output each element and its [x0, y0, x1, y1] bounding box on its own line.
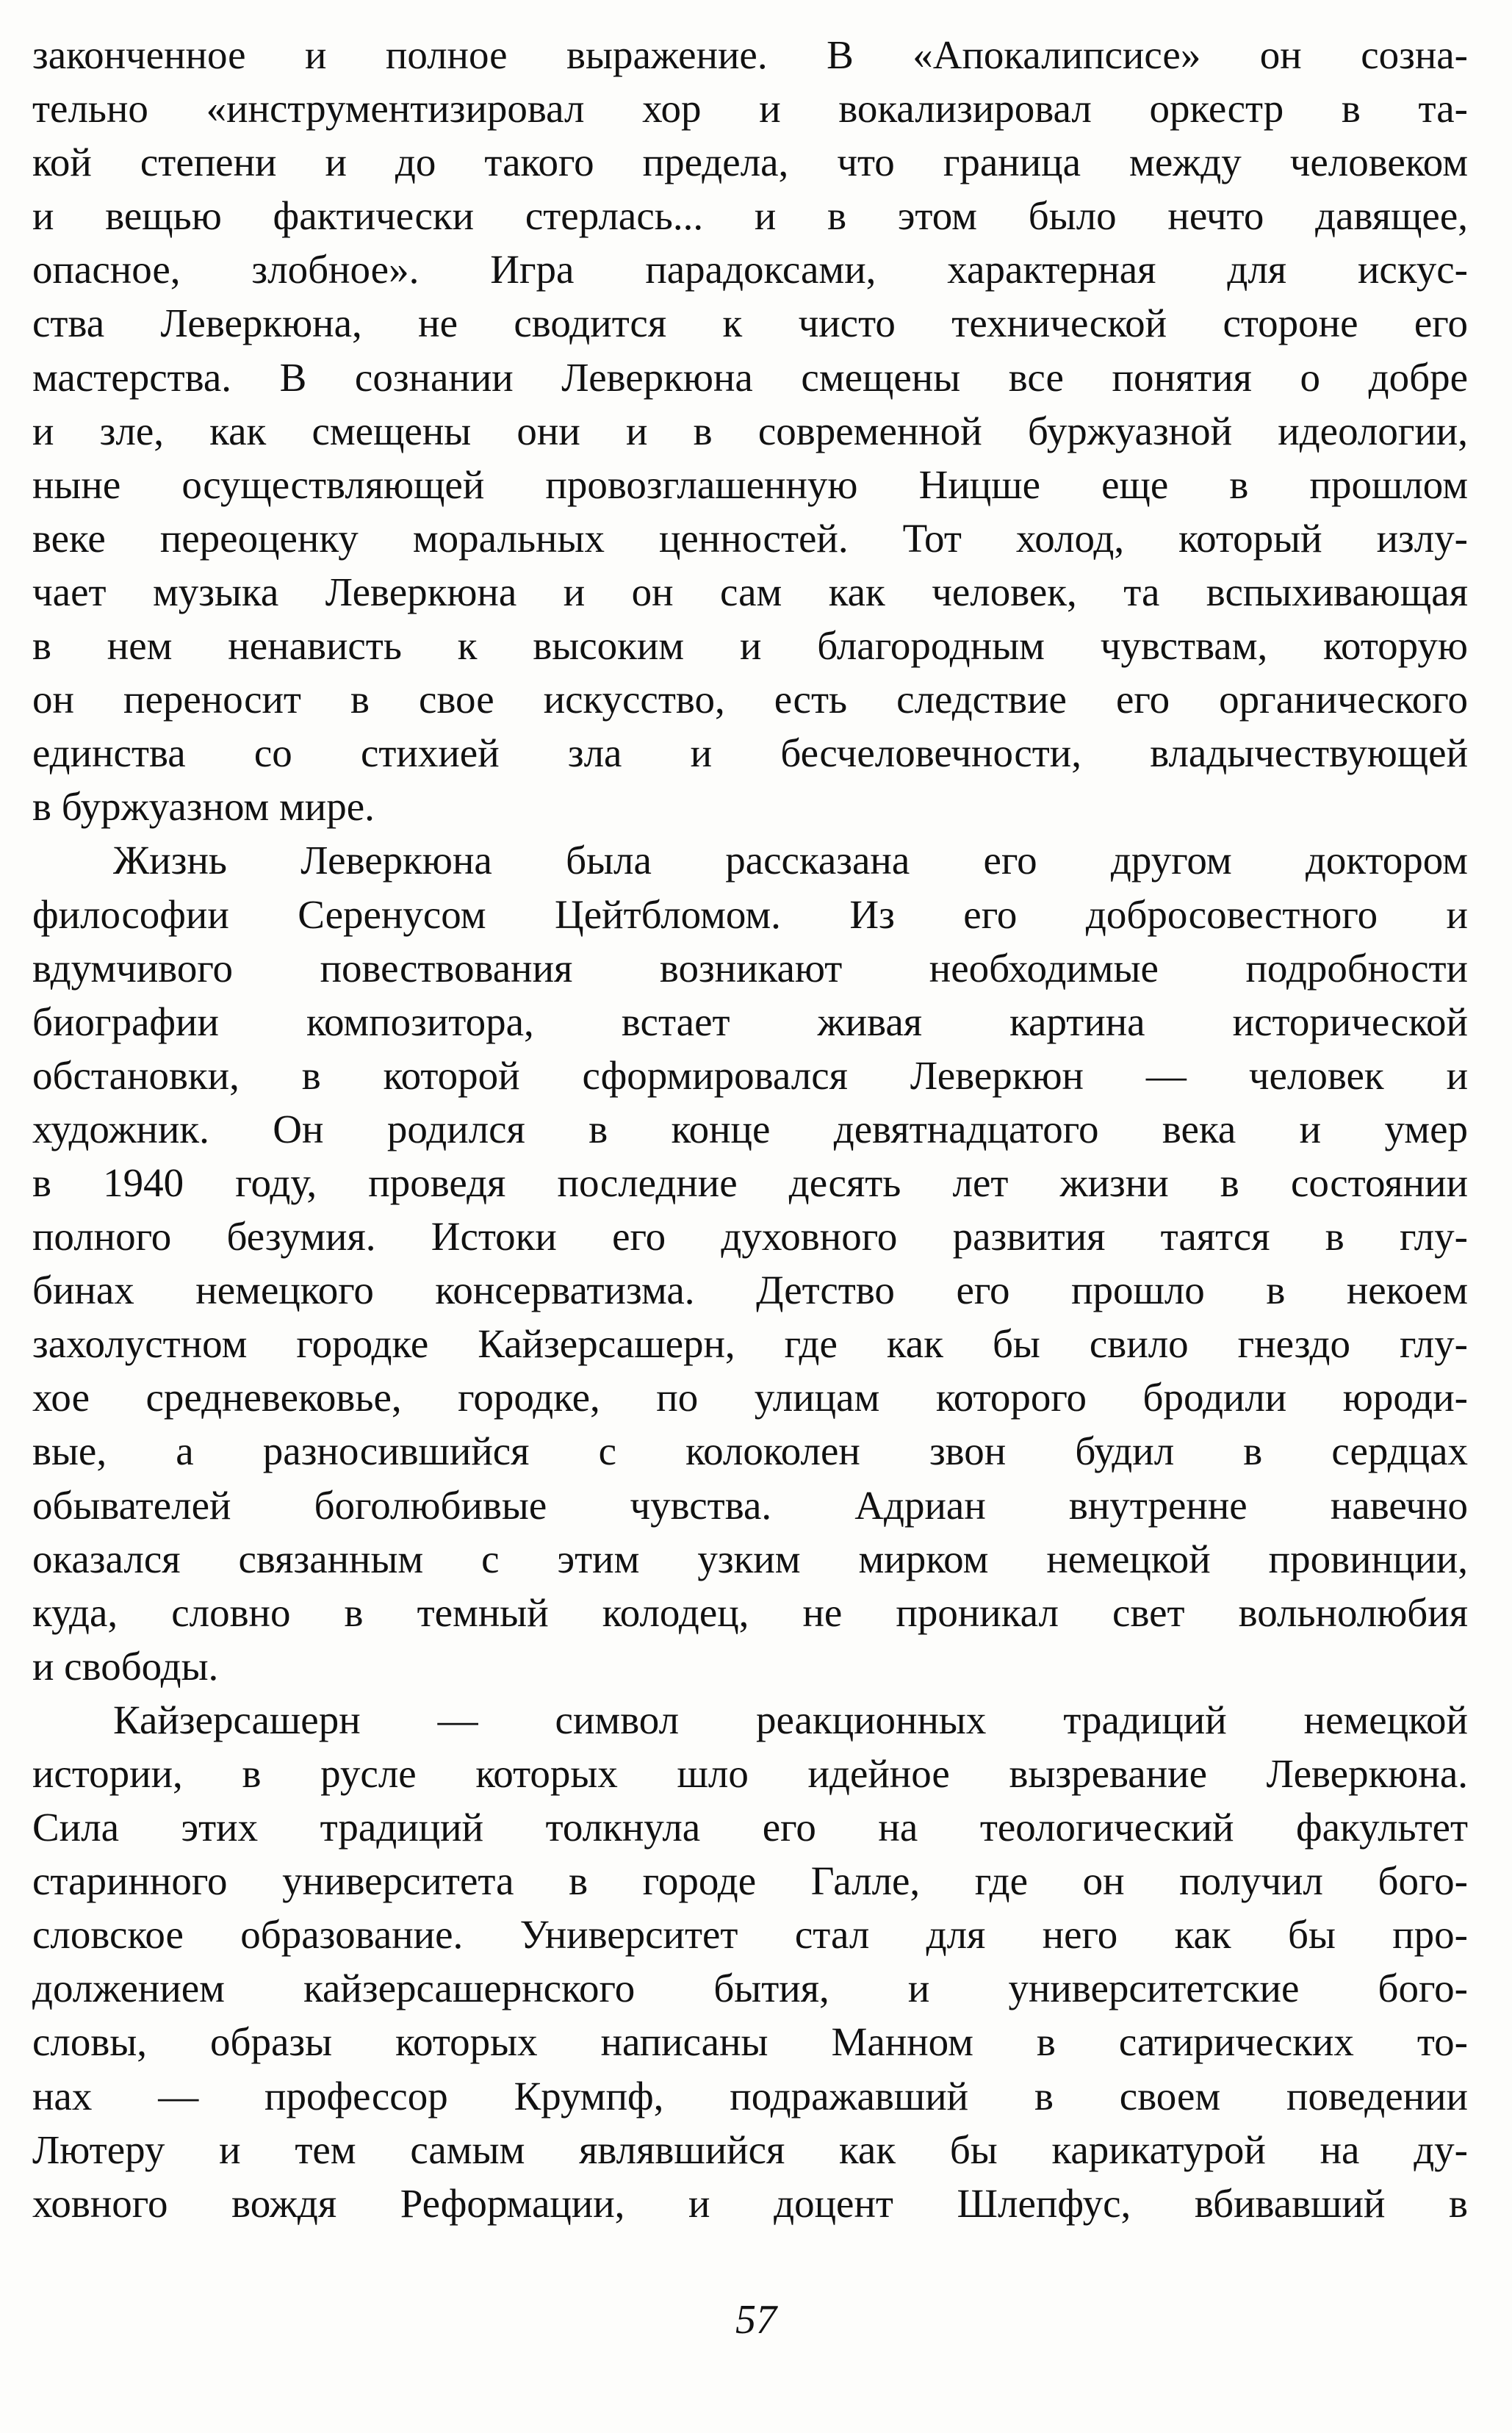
text-line: полного безумия. Истоки его духовного развития таятся в глу- [32, 1214, 1468, 1259]
text-line: в 1940 году, проведя последние десять лет жизни в состоянии [32, 1160, 1468, 1205]
text-line: словское образование. Университет стал для него как бы про- [32, 1912, 1468, 1958]
text-line: он переносит в свое искусство, есть следствие его органического [32, 677, 1468, 722]
text-line: философии Серенусом Цейтбломом. Из его добросовестного и [32, 891, 1468, 937]
paragraph-3 [32, 1693, 1468, 2230]
text-line: вдумчивого повествования возникают необходимые подробности [32, 945, 1468, 991]
text-line: вые, а разносившийся с колоколен звон будил в сердцах [32, 1428, 1468, 1474]
text-line: ства Леверкюна, не сводится к чисто технической стороне его [32, 301, 1468, 346]
text-line: единства со стихией зла и бесчеловечности, владычествующей [32, 730, 1468, 776]
text-line: должением кайзерсашернского бытия, и университетские бого- [32, 1966, 1468, 2011]
text-line: Жизнь Леверкюна была рассказана его другом доктором [113, 838, 1468, 883]
text-line: и свободы. [32, 1643, 219, 1689]
text-line: кой степени и до такого предела, что граница между человеком [32, 140, 1468, 185]
text-line: и зле, как смещены они и в современной буржуазной идеологии, [32, 408, 1468, 453]
text-line: обстановки, в которой сформировался Леверкюн — человек и [32, 1052, 1468, 1098]
text-line: обывателей боголюбивые чувства. Адриан внутренне навечно [32, 1482, 1468, 1528]
text-line: в буржуазном мире. [32, 784, 375, 830]
text-line: художник. Он родился в конце девятнадцатого века и умер [32, 1106, 1468, 1151]
text-line: истории, в русле которых шло идейное вызревание Леверкюна. [32, 1751, 1468, 1796]
body-text [32, 28, 1468, 2230]
text-line: захолустном городке Кайзерсашерн, где как бы свило гнездо глу- [32, 1321, 1468, 1367]
text-line: тельно «инструментизировал хор и вокализировал оркестр в та- [32, 86, 1468, 132]
text-line: нах — профессор Крумпф, подражавший в своем поведении [32, 2073, 1468, 2118]
text-line: ховного вождя Реформации, и доцент Шлепфус, вбивавший в [32, 2180, 1468, 2226]
text-line: куда, словно в темный колодец, не проникал свет вольнолюбия [32, 1589, 1468, 1635]
text-line: старинного университета в городе Галле, где он получил бого- [32, 1858, 1468, 1904]
text-line: чает музыка Леверкюна и он сам как человек, та вспыхивающая [32, 569, 1468, 614]
text-line: и вещью фактически стерлась... и в этом было нечто давящее, [32, 193, 1468, 239]
text-line: законченное и полное выражение. В «Апокалипсисе» он созна- [32, 32, 1468, 77]
text-line: веке переоценку моральных ценностей. Тот холод, который излу- [32, 515, 1468, 561]
paragraph-1 [32, 28, 1468, 833]
text-line: опасное, злобное». Игра парадоксами, характерная для искус- [32, 247, 1468, 292]
text-line: словы, образы которых написаны Манном в сатирических то- [32, 2019, 1468, 2065]
text-line: Кайзерсашерн — символ реакционных традиций немецкой [113, 1697, 1468, 1742]
text-line: биографии композитора, встает живая картина исторической [32, 999, 1468, 1044]
text-line: мастерства. В сознании Леверкюна смещены все понятия о добре [32, 354, 1468, 400]
text-line: бинах немецкого консерватизма. Детство его прошло в некоем [32, 1268, 1468, 1313]
text-line: хое средневековье, городке, по улицам которого бродили юроди- [32, 1375, 1468, 1420]
paragraph-2 [32, 833, 1468, 1693]
page-number: 57 [735, 2297, 777, 2343]
text-line: ныне осуществляющей провозглашенную Ницше еще в прошлом [32, 461, 1468, 507]
text-line: Лютеру и тем самым являвшийся как бы карикатурой на ду- [32, 2127, 1468, 2172]
text-line: Сила этих традиций толкнула его на теологический факультет [32, 1805, 1468, 1850]
text-line: в нем ненависть к высоким и благородным чувствам, которую [32, 623, 1468, 669]
text-line: оказался связанным с этим узким мирком немецкой провинции, [32, 1536, 1468, 1581]
